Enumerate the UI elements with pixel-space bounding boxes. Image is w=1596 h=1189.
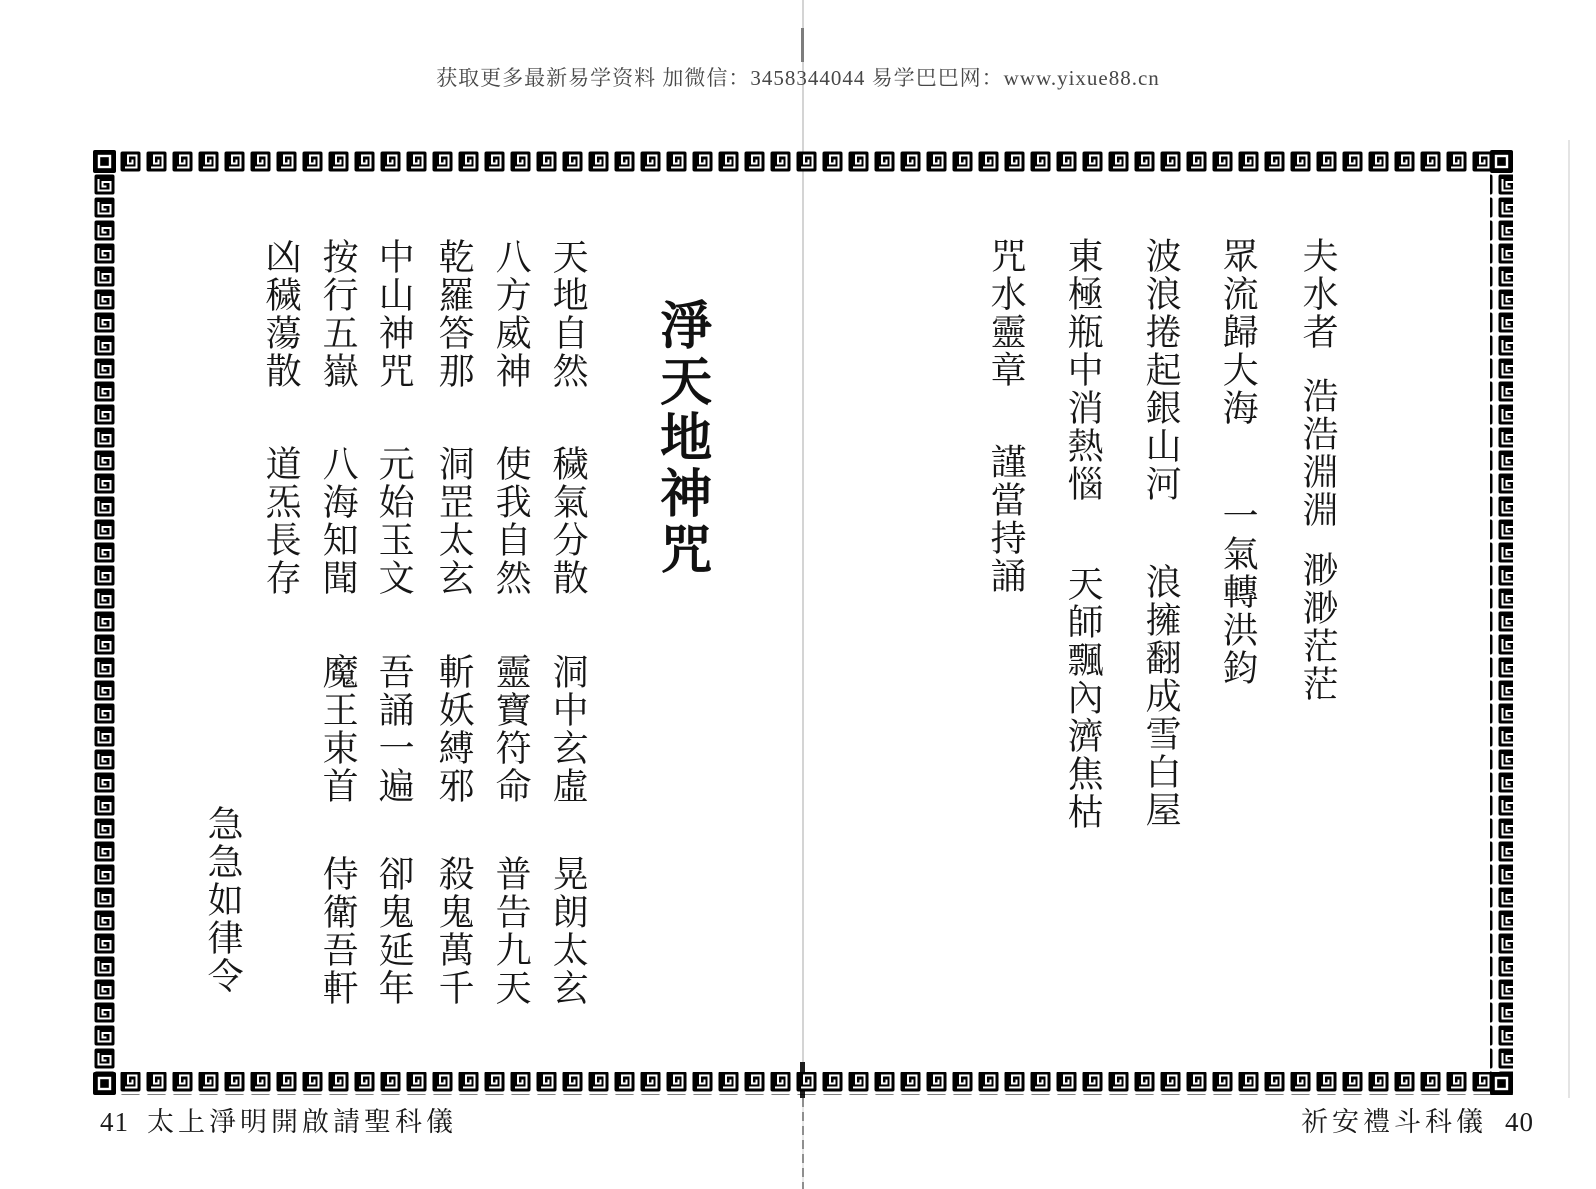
left-page-verse-segment: 八海知聞 [318, 445, 359, 597]
left-page-verse-segment: 凶穢蕩散 [261, 238, 302, 390]
right-page-verse-segment: 波浪捲起銀山河 [1141, 237, 1182, 503]
left-page-verse-segment: 急急如律令 [203, 805, 244, 995]
fold-mark-top [801, 28, 804, 62]
border-corner-br [1490, 1072, 1513, 1095]
left-page-verse-segment: 穢氣分散 [548, 445, 589, 597]
right-page-verse-segment: 東極瓶中消熱惱 [1063, 237, 1104, 503]
right-page-number: 40 [1505, 1107, 1534, 1137]
left-page-verse-segment: 洞中玄虛 [548, 653, 589, 805]
left-page-number: 41 [100, 1107, 129, 1137]
right-page-verse-segment: 眾流歸大海 [1218, 237, 1259, 427]
fold-tail-bottom [802, 1098, 804, 1189]
left-page-verse-segment: 卻鬼延年 [374, 855, 415, 1007]
left-footer-title: 太上淨明開啟請聖科儀 [147, 1107, 457, 1137]
right-page-verse-segment: 浩浩淵淵 [1298, 377, 1339, 529]
left-page-verse-segment: 靈寶符命 [491, 653, 532, 805]
border-corner-tl [93, 150, 116, 173]
right-page-verse-segment: 夫水者 [1298, 237, 1339, 351]
left-page-verse-segment: 魔王束首 [318, 653, 359, 805]
left-page-verse-segment: 吾誦一遍 [374, 653, 415, 805]
left-page-verse-segment: 使我自然 [491, 445, 532, 597]
left-page-verse-segment: 普告九天 [491, 855, 532, 1007]
right-page-verse-segment: 浪擁翻成雪白屋 [1141, 563, 1182, 829]
right-page-verse-segment: 渺渺茫茫 [1298, 551, 1339, 703]
right-page-verse-segment: 天師飄內濟焦枯 [1063, 565, 1104, 831]
left-page-verse-segment: 侍衛吾軒 [318, 855, 359, 1007]
left-page-verse-segment: 晃朗太玄 [548, 855, 589, 1007]
right-footer-title: 祈安禮斗科儀 [1301, 1107, 1487, 1137]
left-page-title: 淨天地神咒 [651, 298, 709, 578]
right-page-verse-segment: 一氣轉洪鈞 [1218, 497, 1259, 687]
watermark-text: 获取更多最新易学资料 加微信：3458344044 易学巴巴网：www.yixue88.cn [436, 66, 1160, 90]
border-corner-tr [1490, 150, 1513, 173]
left-page-verse-segment: 按行五嶽 [318, 238, 359, 390]
right-page-verse-segment: 咒水靈章 [986, 237, 1027, 389]
border-left-band [93, 150, 116, 1095]
left-page-verse-segment: 道炁長存 [261, 445, 302, 597]
left-page-verse-segment: 乾羅答那 [434, 238, 475, 390]
right-page-verse-segment: 謹當持誦 [986, 443, 1027, 595]
border-bottom-band [93, 1072, 1513, 1095]
right-page-footer [1301, 1100, 1534, 1139]
left-page-verse-segment: 八方威神 [491, 238, 532, 390]
left-page-verse-segment: 洞罡太玄 [434, 445, 475, 597]
left-page-footer [100, 1100, 457, 1139]
left-page-verse-segment: 中山神咒 [374, 238, 415, 390]
page-edge-shadow [1568, 140, 1570, 1098]
border-corner-bl [93, 1072, 116, 1095]
left-page-verse-segment: 元始玉文 [374, 445, 415, 597]
left-page-verse-segment: 殺鬼萬千 [434, 855, 475, 1007]
left-page-verse-segment: 天地自然 [548, 238, 589, 390]
border-right-band [1490, 150, 1513, 1095]
left-page-verse-segment: 斬妖縛邪 [434, 653, 475, 805]
border-top-band [93, 150, 1513, 173]
